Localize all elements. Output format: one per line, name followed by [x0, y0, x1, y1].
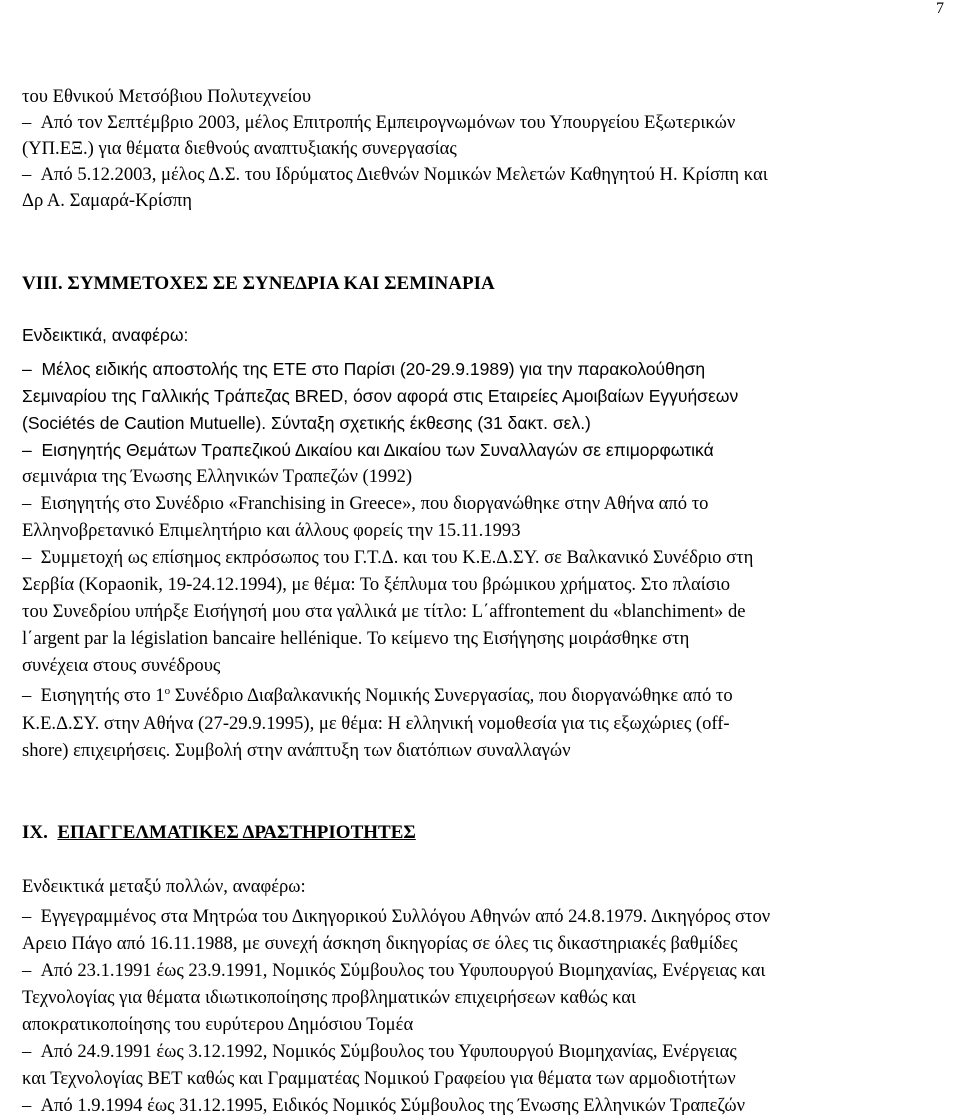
page-number: 7 — [936, 0, 944, 17]
text-line: l΄argent par la législation bancaire hellénique. Το κείμενο της Εισήγησης μοιράσθηκε στη — [22, 628, 690, 649]
list-item: – Από τον Σεπτέμβριο 2003, μέλος Επιτροπής Εμπειρογνωμόνων του Υπουργείου Εξωτερικών — [22, 110, 735, 136]
section-title: ΕΠΑΓΓΕΛΜΑΤΙΚΕΣ ΔΡΑΣΤΗΡΙΟΤΗΤΕΣ — [57, 822, 416, 843]
list-item: – Μέλος ειδικής αποστολής της ΕΤΕ στο Παρίσι (20-29.9.1989) για την παρακολούθηση — [22, 356, 705, 382]
list-item — [22, 683, 733, 709]
text-line: Τεχνολογίας για θέματα ιδιωτικοποίησης προβληματικών επιχειρήσεων καθώς και — [22, 987, 637, 1008]
section-intro: Ενδεικτικά, αναφέρω: — [22, 325, 189, 345]
list-item: – Από 23.1.1991 έως 23.9.1991, Νομικός Σύμβουλος του Υφυπουργού Βιομηχανίας, Ενέργειας και — [22, 958, 765, 984]
text-line: Σερβία (Kopaonik, 19-24.12.1994), με θέμα: Το ξέπλυμα του βρώμικου χρήματος. Στο πλαίσιο — [22, 574, 731, 595]
text-line: (Sociétés de Caution Mutuelle). Σύνταξη σχετικής έκθεσης (31 δακτ. σελ.) — [22, 413, 591, 433]
section-heading — [22, 820, 416, 846]
text-line: (ΥΠ.ΕΞ.) για θέματα διεθνούς αναπτυξιακής συνεργασίας — [22, 138, 457, 159]
section-number: ΙΧ. — [22, 822, 48, 843]
list-item: – Από 5.12.2003, μέλος Δ.Σ. του Ιδρύματος Διεθνών Νομικών Μελετών Καθηγητού Η. Κρίσπη και — [22, 162, 768, 188]
list-item: – Από 1.9.1994 έως 31.12.1995, Ειδικός Νομικός Σύμβουλος της Ένωσης Ελληνικών Τραπεζών — [22, 1093, 745, 1119]
text-segment: Εισηγητής στο 1 — [40, 685, 165, 706]
text-line: Σεμιναρίου της Γαλλικής Τράπεζας BRED, όσον αφορά στις Εταιρείες Αμοιβαίων Εγγυήσεων — [22, 386, 739, 406]
text-line: συνέχεια στους συνέδρους — [22, 655, 221, 676]
text-line: σεμινάρια της Ένωσης Ελληνικών Τραπεζών (1992) — [22, 466, 413, 487]
list-item: – Συμμετοχή ως επίσημος εκπρόσωπος του Γ.Τ.Δ. και του Κ.Ε.Δ.ΣΥ. σε Βαλκανικό Συνέδριο στη — [22, 545, 753, 571]
text-line: shore) επιχειρήσεις. Συμβολή στην ανάπτυξη των διατόπιων συναλλαγών — [22, 740, 571, 761]
list-item: – Εγγεγραμμένος στα Μητρώα του Δικηγορικού Συλλόγου Αθηνών από 24.8.1979. Δικηγόρος στον — [22, 904, 770, 930]
text-line: του Συνεδρίου υπήρξε Εισήγησή μου στα γαλλικά με τίτλο: L΄affrontement du «blanchiment» de — [22, 601, 746, 622]
text-line: Αρειο Πάγο από 16.11.1988, με συνεχή άσκηση δικηγορίας σε όλες τις δικαστηριακές βαθμίδες — [22, 933, 738, 954]
list-item: – Εισηγητής Θεμάτων Τραπεζικού Δικαίου και Δικαίου των Συναλλαγών σε επιμορφωτικά — [22, 437, 714, 463]
text-line: αποκρατικοποίησης του ευρύτερου Δημόσιου Τομέα — [22, 1014, 414, 1035]
text-line: Ελληνοβρετανικό Επιμελητήριο και άλλους φορείς την 15.11.1993 — [22, 520, 521, 541]
list-item: – Εισηγητής στο Συνέδριο «Franchising in Greece», που διοργανώθηκε στην Αθήνα από το — [22, 491, 708, 517]
list-item: – Από 24.9.1991 έως 3.12.1992, Νομικός Σύμβουλος του Υφυπουργού Βιομηχανίας, Ενέργειας — [22, 1039, 737, 1065]
text-line: του Εθνικού Μετσόβιου Πολυτεχνείου — [22, 86, 312, 107]
text-line: Δρ Α. Σαμαρά-Κρίσπη — [22, 190, 192, 211]
text-line: Κ.Ε.Δ.ΣΥ. στην Αθήνα (27-29.9.1995), με θέμα: Η ελληνική νομοθεσία για τις εξωχώριες (off- — [22, 713, 730, 734]
text-line: και Τεχνολογίας ΒΕΤ καθώς και Γραμματέας Νομικού Γραφείου για θέματα των αρμοδιοτήτων — [22, 1068, 736, 1089]
section-intro: Ενδεικτικά μεταξύ πολλών, αναφέρω: — [22, 876, 306, 897]
ordinal-superscript: ο — [164, 684, 171, 697]
section-heading: VIII. ΣΥΜΜΕΤΟΧΕΣ ΣΕ ΣΥΝΕΔΡΙΑ ΚΑΙ ΣΕΜΙΝΑΡΙΑ — [22, 273, 495, 294]
text-segment: Συνέδριο Διαβαλκανικής Νομικής Συνεργασίας, που διοργανώθηκε από το — [170, 685, 733, 706]
